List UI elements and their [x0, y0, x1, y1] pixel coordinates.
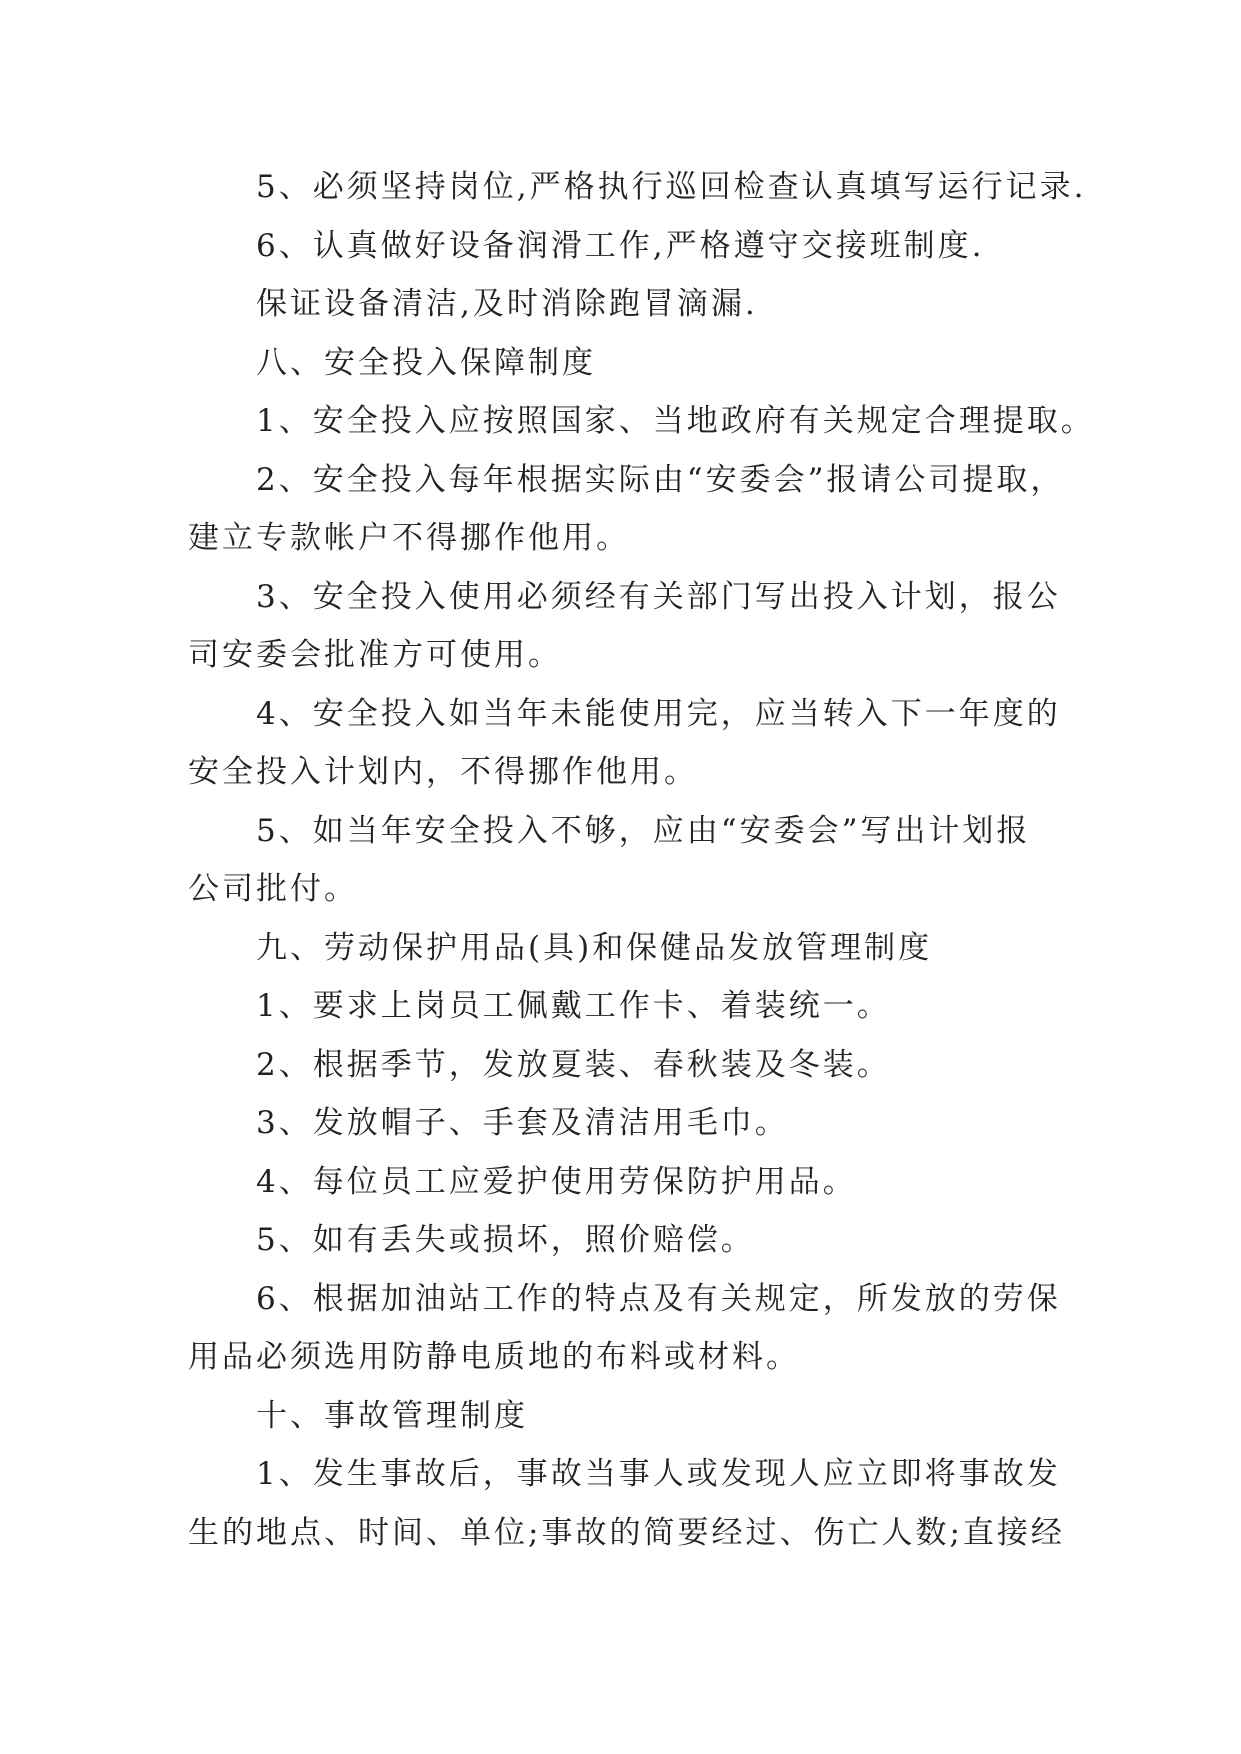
- text-line: 4、安全投入如当年未能使用完，应当转入下一年度的: [256, 695, 1061, 732]
- text-line: 4、每位员工应爱护使用劳保防护用品。: [256, 1163, 857, 1200]
- text-line: 建立专款帐户不得挪作他用。: [188, 520, 630, 556]
- text-line: 保证设备清洁,及时消除跑冒滴漏.: [256, 286, 758, 322]
- document-body: [188, 158, 1095, 1562]
- text-line: 5、必须坚持岗位,严格执行巡回检查认真填写运行记录.: [256, 169, 1087, 205]
- text-line: 生的地点、时间、单位;事故的简要经过、伤亡人数;直接经: [188, 1514, 1065, 1551]
- text-line: 公司批付。: [188, 871, 358, 907]
- text-line: 1、要求上岗员工佩戴工作卡、着装统一。: [256, 988, 891, 1024]
- text-line: 安全投入计划内，不得挪作他用。: [188, 754, 698, 790]
- text-line: 3、安全投入使用必须经有关部门写出投入计划，报公: [256, 578, 1061, 615]
- section-heading: 九、劳动保护用品(具)和保健品发放管理制度: [256, 929, 933, 966]
- text-line: 3、发放帽子、手套及清洁用毛巾。: [256, 1105, 789, 1141]
- text-line: 6、认真做好设备润滑工作,严格遵守交接班制度.: [256, 227, 985, 264]
- text-line: 2、根据季节，发放夏装、春秋装及冬装。: [256, 1046, 891, 1083]
- text-line: 司安委会批准方可使用。: [188, 637, 562, 673]
- text-line: 5、如当年安全投入不够，应由“安委会”写出计划报: [256, 812, 1031, 849]
- text-line: 6、根据加油站工作的特点及有关规定，所发放的劳保: [256, 1280, 1061, 1317]
- text-line: 1、安全投入应按照国家、当地政府有关规定合理提取。: [256, 403, 1095, 439]
- text-line: 1、发生事故后，事故当事人或发现人应立即将事故发: [256, 1456, 1061, 1492]
- section-heading: 八、安全投入保障制度: [256, 344, 596, 381]
- text-line: 5、如有丢失或损坏，照价赔偿。: [256, 1222, 755, 1258]
- text-line: 用品必须选用防静电质地的布料或材料。: [188, 1339, 800, 1375]
- text-line: 2、安全投入每年根据实际由“安委会”报请公司提取，: [256, 461, 1065, 498]
- section-heading: 十、事故管理制度: [256, 1397, 528, 1434]
